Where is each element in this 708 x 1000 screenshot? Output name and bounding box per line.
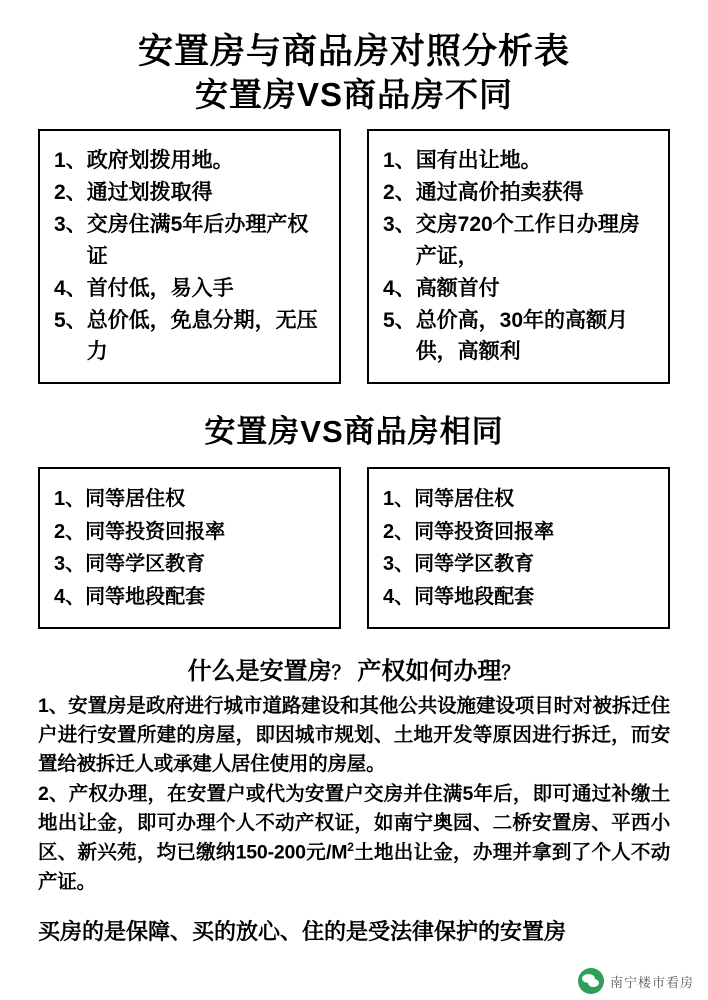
item-number: 4、 (54, 585, 86, 608)
item-text: 首付低，易入手 (86, 276, 234, 300)
same-right-box (367, 467, 670, 629)
item-text: 同等学区教育 (85, 553, 206, 576)
item-text: 同等居住权 (414, 488, 515, 511)
item-text: 交房720个工作日办理房产证， (415, 212, 640, 268)
item-number: 4、 (54, 276, 87, 300)
item-number: 5、 (54, 308, 87, 332)
item-number: 3、 (383, 212, 416, 236)
qa-paragraph-1: 1、安置房是政府进行城市道路建设和其他公共设施建设项目时对被拆迁住户进行安置所建的房屋，即因城市规划、土地开发等原因进行拆迁，而安置给被拆迁人或承建人居住使用的房屋。 (38, 694, 670, 776)
list-item (383, 581, 658, 613)
qa-paragraph-2-superscript: 2 (347, 840, 354, 855)
list-item (383, 483, 658, 515)
list-item (383, 177, 658, 209)
item-number: 1、 (54, 149, 87, 172)
item-number: 4、 (383, 585, 415, 608)
item-text: 交房住满5年后办理产权证 (86, 212, 309, 268)
list-item (383, 145, 658, 177)
qa-heading-question-mark-2: ？ (501, 662, 521, 684)
footer-slogan: 买房的是保障、买的放心、住的是受法律保护的安置房 (38, 919, 567, 945)
item-number: 5、 (383, 308, 416, 332)
title-line-1: 安置房与商品房对照分析表 (137, 32, 570, 71)
item-text: 国有出让地。 (415, 149, 542, 172)
list-item (383, 209, 658, 273)
item-number: 2、 (54, 520, 86, 543)
qa-heading-question-mark-1: ？ (331, 662, 351, 684)
same-left-box (38, 467, 341, 629)
list-item (383, 516, 658, 548)
list-item (383, 305, 658, 369)
item-number: 3、 (54, 212, 87, 236)
item-text: 总价低，免息分期，无压力 (86, 308, 318, 364)
different-right-box (367, 129, 670, 384)
list-item (54, 516, 329, 548)
item-number: 1、 (383, 488, 415, 511)
different-comparison (38, 129, 670, 384)
list-item (54, 145, 329, 177)
item-text: 同等地段配套 (85, 585, 206, 608)
item-number: 4、 (383, 276, 416, 300)
page-title (38, 30, 670, 115)
list-item (54, 273, 329, 305)
item-text: 同等地段配套 (414, 585, 535, 608)
item-number: 2、 (383, 520, 415, 543)
item-text: 通过高价拍卖获得 (415, 180, 584, 204)
item-number: 3、 (383, 553, 415, 576)
list-item (54, 209, 329, 273)
item-number: 1、 (54, 488, 86, 511)
item-text: 同等学区教育 (414, 553, 535, 576)
same-comparison (38, 467, 670, 629)
wechat-icon (578, 968, 604, 994)
item-text: 同等居住权 (85, 488, 186, 511)
item-text: 同等投资回报率 (85, 520, 226, 543)
item-text: 同等投资回报率 (414, 520, 555, 543)
qa-heading-part-2: 产权如何办理 (350, 657, 502, 685)
qa-heading-part-1: 什么是安置房 (187, 657, 332, 685)
qa-heading (38, 651, 670, 686)
list-item (54, 548, 329, 580)
watermark (578, 968, 694, 994)
list-item (383, 273, 658, 305)
list-item (54, 177, 329, 209)
qa-paragraph-2-tail: 土地出让金，办理并拿到了个人不动产证。 (38, 841, 670, 893)
qa-paragraph-2 (38, 780, 670, 898)
list-item (54, 581, 329, 613)
item-text: 政府划拨用地。 (86, 149, 234, 172)
same-section-title: 安置房VS商品房相同 (204, 414, 504, 450)
item-text: 总价高，30年的高额月供，高额利 (415, 308, 629, 364)
list-item (383, 548, 658, 580)
item-number: 3、 (54, 553, 86, 576)
item-number: 2、 (383, 180, 416, 204)
item-text: 高额首付 (415, 276, 500, 300)
list-item (54, 483, 329, 515)
title-line-2: 安置房VS商品房不同 (194, 75, 514, 113)
list-item (54, 305, 329, 369)
item-number: 1、 (383, 149, 416, 172)
item-number: 2、 (54, 180, 87, 204)
qa-paragraph-2-main: 2、产权办理，在安置户或代为安置户交房并住满5年后，即可通过补缴土地出让金，即可办理个人不动产权证，如南宁奥园、二桥安置房、平西小区、新兴苑，均已缴纳150-200元/M (38, 782, 670, 864)
item-text: 通过划拨取得 (86, 180, 213, 204)
watermark-text: 南宁楼市看房 (609, 974, 694, 990)
different-left-box (38, 129, 341, 384)
